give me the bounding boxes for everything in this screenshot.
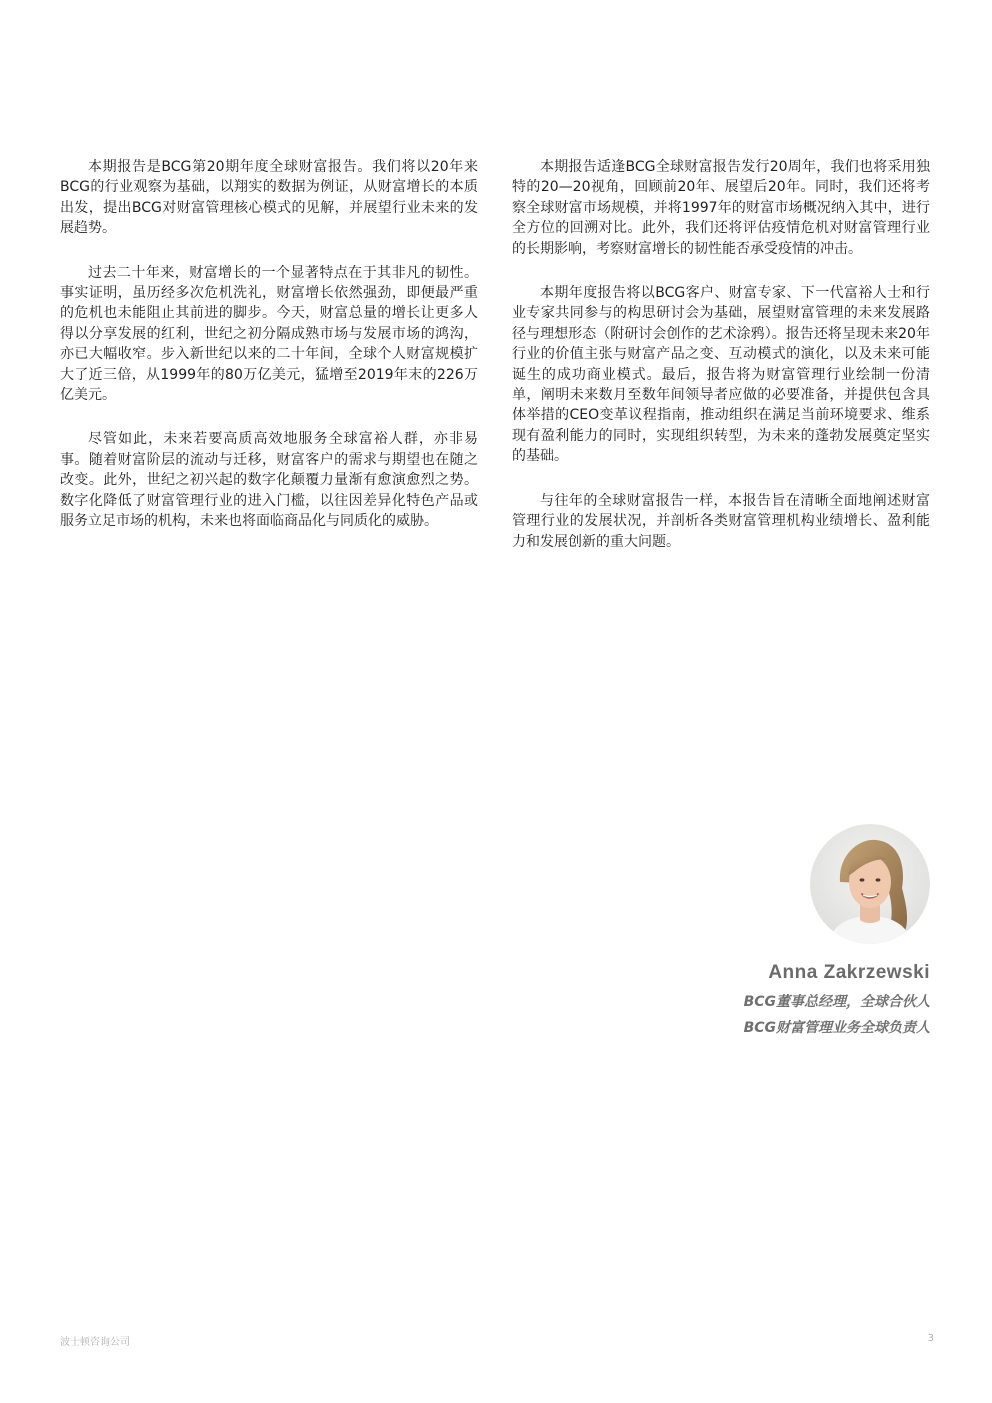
body-paragraph: 与往年的全球财富报告一样，本报告旨在清晰全面地阐述财富管理行业的发展状况，并剖析各类财富管理机构业绩增长、盈利能力和发展创新的重大问题。 <box>512 492 930 550</box>
portrait-image <box>810 824 930 944</box>
footer-company: 波士顿咨询公司 <box>60 1337 130 1348</box>
left-column <box>60 157 478 556</box>
body-paragraph: 过去二十年来，财富增长的一个显著特点在于其非凡的韧性。事实证明，虽历经多次危机洗礼，财富增长依然强劲，即便最严重的危机也未能阻止其前进的脚步。今天，财富总量的增长让更多人得以分享发展的红利，世纪之初分隔成熟市场与发展市场的鸿沟，亦已大幅收窄。步入新世纪以来的二十年间，全球个人财富规模扩大了近三倍，从1999年的80万亿美元，猛增至2019年末的226万亿美元。 <box>60 264 478 404</box>
author-title: BCG董事总经理，全球合伙人 <box>743 994 930 1010</box>
right-column <box>512 157 930 576</box>
page-number: 3 <box>927 1333 934 1344</box>
author-name: Anna Zakrzewski <box>768 962 930 983</box>
body-paragraph: 本期报告适逢BCG全球财富报告发行20周年，我们也将采用独特的20—20视角，回顾前20年、展望后20年。同时，我们还将考察全球财富市场规模，并将1997年的财富市场概况纳入其中，进行全方位的回溯对比。此外，我们还将评估疫情危机对财富管理行业的长期影响，考察财富增长的韧性能否承受疫情的冲击。 <box>512 159 930 257</box>
body-paragraph: 尽管如此，未来若要高质高效地服务全球富裕人群，亦非易事。随着财富阶层的流动与迁移，财富客户的需求与期望也在随之改变。此外，世纪之初兴起的数字化颠覆力量渐有愈演愈烈之势。数字化降低了财富管理行业的进入门槛，以往因差异化特色产品或服务立足市场的机构，未来也将面临商品化与同质化的威胁。 <box>60 431 478 530</box>
author-block <box>590 824 930 1040</box>
author-title: BCG财富管理业务全球负责人 <box>743 1020 930 1036</box>
body-paragraph: 本期报告是BCG第20期年度全球财富报告。我们将以20年来BCG的行业观察为基础，以翔实的数据为例证，从财富增长的本质出发，提出BCG对财富管理核心模式的见解，并展望行业未来的发展趋势。 <box>60 159 478 237</box>
author-portrait <box>810 824 930 944</box>
body-paragraph: 本期年度报告将以BCG客户、财富专家、下一代富裕人士和行业专家共同参与的构思研讨会为基础，展望财富管理的未来发展路径与理想形态（附研讨会创作的艺术涂鸦）。报告还将呈现未来20年行业的价值主张与财富产品之变、互动模式的演化，以及未来可能诞生的成功商业模式。最后，报告将为财富管理行业绘制一份清单，阐明未来数月至数年间领导者应做的必要准备，并提供包含具体举措的CEO变革议程指南，推动组织在满足当前环境要求、维系现有盈利能力的同时，实现组织转型，为未来的蓬勃发展奠定坚实的基础。 <box>512 285 930 465</box>
